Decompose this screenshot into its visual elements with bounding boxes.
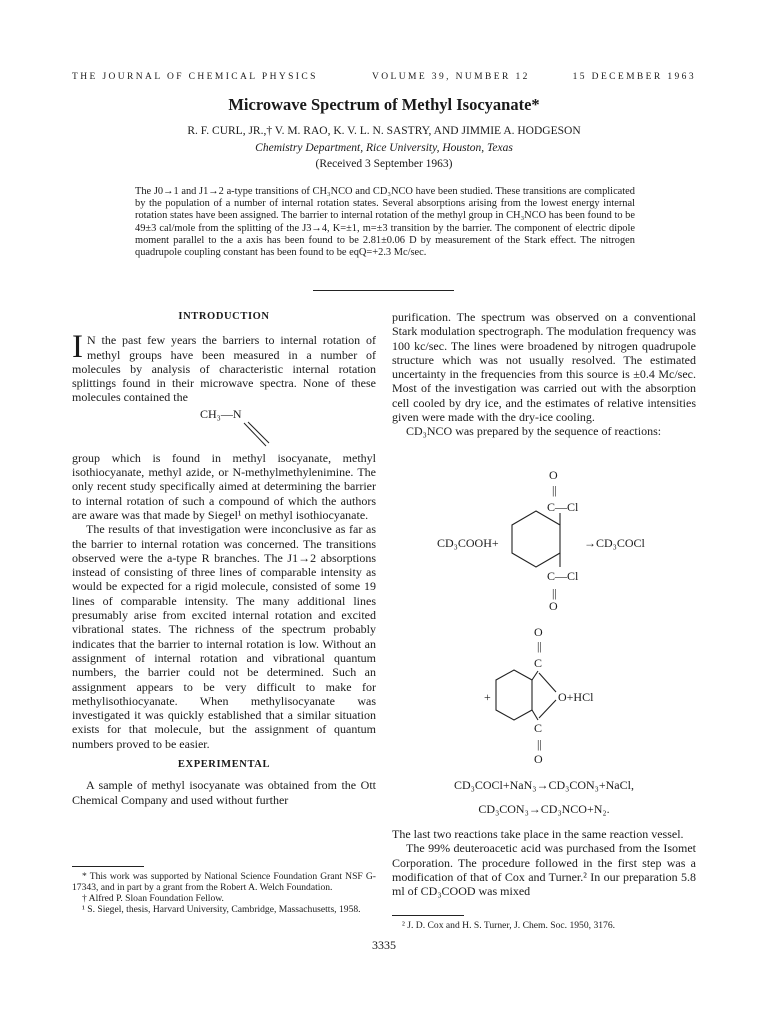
intro-paragraph-1 xyxy=(72,329,376,405)
reaction-scheme xyxy=(392,465,696,785)
equation-1: CD₃COCl+NaN₃→CD₃CON₃+NaCl, xyxy=(454,778,634,792)
intro-paragraph-2: The results of that investigation were inconclusive as far as the barrier to internal rotation was concerned. The transitions observed were the a-type R branches. The J1→2 absorptions instead of consisting of three lines of comparable intensity as would be expected for a rigid molecule, consisted of some 19 lines of comparable intensity. The many additional lines presumably arise from excited internal rotation and excited vibrational states. The richness of the spectrum probably indicates that the barrier to internal rotation is low. Without an assignment of internal rotation and vibrational quantum numbers, the barrier could not be determined. Such an assignment appears to be very difficult to make for methylisothiocyanate. When methylisocyanate was investigated it was quickly established that a similar situation exists for that molecule, but the assignment of quantum numbers proved to be easier. xyxy=(72,522,376,751)
anhydride-ring-icon xyxy=(492,668,562,724)
left-footnotes xyxy=(72,871,376,915)
drop-cap: I xyxy=(72,329,83,366)
section-heading-introduction: INTRODUCTION xyxy=(178,311,270,322)
methyl-nitrogen-group-figure xyxy=(72,405,376,451)
abstract-divider xyxy=(313,290,454,291)
acyl-oxygen-top: O xyxy=(549,468,558,482)
group-formula: CH₃—N xyxy=(200,406,242,421)
reaction-note-paragraph: The last two reactions take place in the same reaction vessel. xyxy=(392,827,684,841)
anhydride-oxygen-top: O xyxy=(534,625,543,639)
footnote-divider xyxy=(392,915,464,916)
footnote: * This work was supported by National Science Foundation Grant NSF G-17343, and in part by a grant from the Robert A. Welch Foundation. xyxy=(72,871,376,893)
acyl-double-bond-bottom: || xyxy=(552,586,557,600)
footnote: ¹ S. Siegel, thesis, Harvard University, Cambridge, Massachusetts, 1958. xyxy=(82,904,361,915)
acyl-double-bond-top: || xyxy=(552,483,557,497)
article-title: Microwave Spectrum of Methyl Isocyanate* xyxy=(228,95,540,114)
experimental-paragraph-2: CD₃NCO was prepared by the sequence of reactions: xyxy=(406,424,662,439)
preparation-paragraph: The 99% deuteroacetic acid was purchased from the Isomet Corporation. The procedure followed in the first step was a modification of that of Cox and Turner.² In our preparation 5.8 ml of CD₃COOD was mixed xyxy=(392,841,696,899)
journal-name: THE JOURNAL OF CHEMICAL PHYSICS xyxy=(72,72,318,82)
right-footnotes xyxy=(392,920,696,931)
footnote-divider xyxy=(72,866,144,867)
anhydride-product: O+HCl xyxy=(558,690,594,704)
anhydride-double-bond-bottom: || xyxy=(537,737,542,751)
acyl-chloride-bottom: C—Cl xyxy=(547,569,579,583)
page-number: 3335 xyxy=(372,938,396,952)
left-column xyxy=(72,310,376,807)
double-bond-lines xyxy=(242,421,270,449)
footnote: † Alfred P. Sloan Foundation Fellow. xyxy=(82,893,224,904)
scheme-plus: + xyxy=(484,690,491,704)
volume-number: VOLUME 39, NUMBER 12 xyxy=(372,72,530,82)
abstract: The J0→1 and J1→2 a-type transitions of CH₃NCO and CD₃NCO have been studied. These transitions are complicated by the population of a number of internal rotation states. Several absorptions arising from the lowest energy internal rotation states have been assigned. The barrier to internal rotation of the methyl group in CH₃NCO has been found to be 49±3 cal/mole from the splitting of the J3→4, K=±1, m=±3 transition by the barrier. The component of electric dipole moment parallel to the a axis has been found to be 2.81±0.06 D by measurement of the Stark effect. The nitrogen quadrupole coupling constant has been found to be eqQ=+2.3 Mc/sec. xyxy=(135,186,635,259)
authors: R. F. CURL, JR.,† V. M. RAO, K. V. L. N. SASTRY, AND JIMMIE A. HODGESON xyxy=(187,125,581,137)
right-column-bottom xyxy=(392,827,696,898)
intro-text-1: N the past few years the barriers to internal rotation of methyl groups have been measured in a number of molecules by analysis of characteristic internal rotation splittings found in their microwave spectra. None of these molecules contained the xyxy=(72,333,376,405)
scheme-product: →CD₃COCl xyxy=(584,536,645,550)
anhydride-carbon-bottom: C xyxy=(534,721,543,735)
anhydride-oxygen-bottom: O xyxy=(534,752,543,766)
footnote: ² J. D. Cox and H. S. Turner, J. Chem. Soc. 1950, 3176. xyxy=(402,920,616,931)
scheme-reactant: CD₃COOH+ xyxy=(437,536,499,550)
section-heading-experimental: EXPERIMENTAL xyxy=(177,759,271,771)
received-date: (Received 3 September 1963) xyxy=(315,158,453,170)
affiliation: Chemistry Department, Rice University, Houston, Texas xyxy=(255,142,513,154)
anhydride-carbon-top: C xyxy=(534,656,543,670)
intro-paragraph-1b: group which is found in methyl isocyanate, methyl isothiocyanate, methyl azide, or N-methylmethylenimine. The only recent study specifically aimed at determining the barrier to internal rotation of such a compound of which the authors are aware was that made by Siegel¹ on methyl isothiocyanate. xyxy=(72,450,376,522)
benzene-ring-icon xyxy=(506,509,566,571)
anhydride-double-bond-top: || xyxy=(537,639,542,653)
issue-date: 15 DECEMBER 1963 xyxy=(572,72,696,82)
experimental-paragraph-1-continued: purification. The spectrum was observed on a conventional Stark modulation spectrograph. The modulation frequency was 100 kc/sec. The lines were broadened by nitrogen quadrupole structure which was not usually resolved. The estimated uncertainty in the frequencies from this source is ±0.4 Mc/sec. Most of the investigation was carried out with the absorption cell cooled by dry ice, and the estimates of relative intensities given were made with the dry-ice cooling. xyxy=(392,310,696,425)
acyl-oxygen-bottom: O xyxy=(549,599,558,613)
acyl-chloride-top: C—Cl xyxy=(547,500,579,514)
right-column-top xyxy=(392,310,696,439)
experimental-paragraph-1: A sample of methyl isocyanate was obtained from the Ott Chemical Company and used without further xyxy=(72,778,376,807)
equation-2: CD₃CON₃→CD₃NCO+N₂. xyxy=(478,802,610,816)
